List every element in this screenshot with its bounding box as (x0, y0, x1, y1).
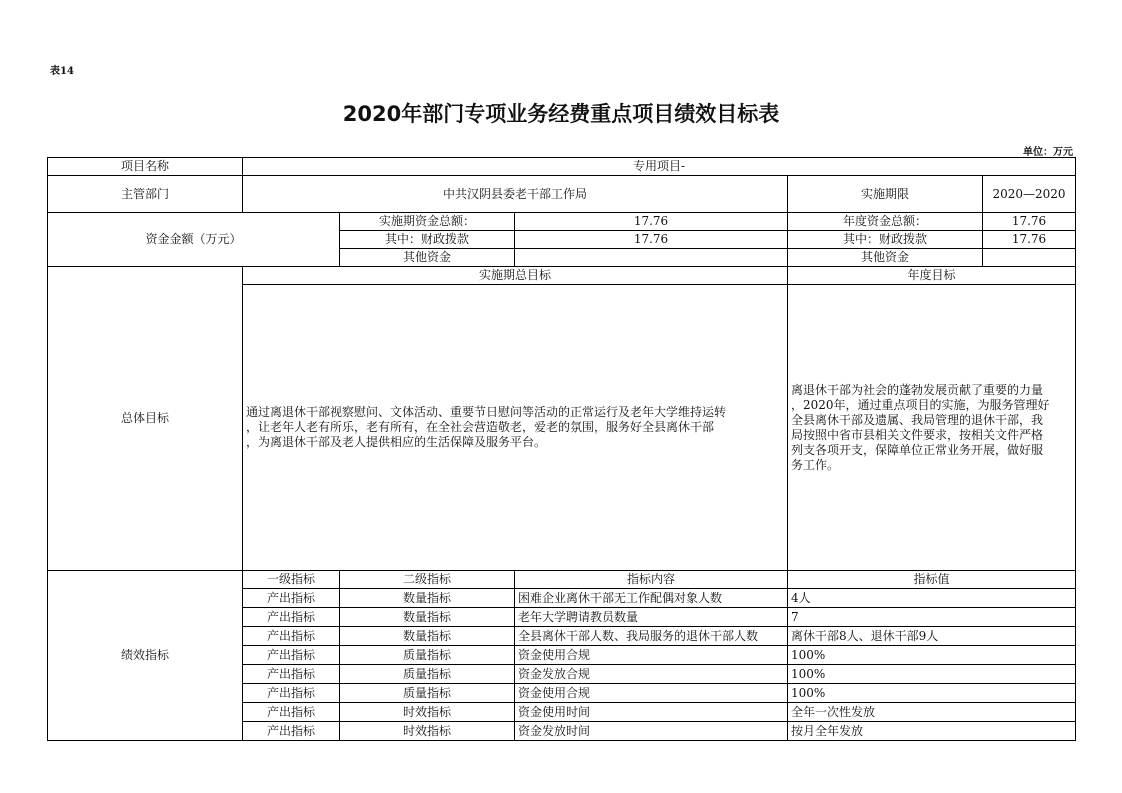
indicator-content: 资金使用合规 (515, 684, 788, 703)
period-other-value (515, 249, 788, 267)
indicator-value: 4人 (788, 589, 1076, 608)
unit-label: 单位：万元 (1023, 147, 1073, 158)
project-name-label: 项目名称 (48, 158, 243, 176)
period-goal-header: 实施期总目标 (243, 267, 788, 285)
indicator-level1: 产出指标 (243, 608, 340, 627)
indicator-level2: 时效指标 (340, 703, 515, 722)
period-fiscal-value: 17.76 (515, 231, 788, 249)
indicator-content: 困难企业离休干部无工作配偶对象人数 (515, 589, 788, 608)
annual-total-label: 年度资金总额： (788, 213, 983, 231)
header-content: 指标内容 (515, 571, 788, 589)
project-name-value: 专用项目- (243, 158, 1076, 176)
annual-goal-header: 年度目标 (788, 267, 1076, 285)
performance-indicator-label: 绩效指标 (48, 571, 243, 741)
indicator-content: 老年大学聘请教员数量 (515, 608, 788, 627)
indicator-content: 全县离休干部人数、我局服务的退休干部人数 (515, 627, 788, 646)
header-level2: 二级指标 (340, 571, 515, 589)
indicator-level2: 时效指标 (340, 722, 515, 741)
indicator-value: 全年一次性发放 (788, 703, 1076, 722)
table-number: 表14 (50, 66, 74, 77)
indicator-value: 按月全年发放 (788, 722, 1076, 741)
department-value: 中共汉阴县委老干部工作局 (243, 176, 788, 213)
funds-label: 资金金额（万元） (48, 213, 340, 267)
indicator-level2: 数量指标 (340, 627, 515, 646)
indicator-level2: 质量指标 (340, 646, 515, 665)
period-other-label: 其他资金 (340, 249, 515, 267)
goals-header-row (48, 267, 1076, 285)
indicator-value: 100% (788, 646, 1076, 665)
performance-target-table (47, 157, 1076, 741)
overall-goal-label: 总体目标 (48, 267, 243, 571)
annual-fiscal-label: 其中：财政拨款 (788, 231, 983, 249)
period-label: 实施期限 (788, 176, 983, 213)
project-name-row (48, 158, 1076, 176)
indicator-value: 7 (788, 608, 1076, 627)
annual-other-label: 其他资金 (788, 249, 983, 267)
annual-other-value (983, 249, 1076, 267)
department-row (48, 176, 1076, 213)
indicator-value: 100% (788, 684, 1076, 703)
indicator-value: 离休干部8人、退休干部9人 (788, 627, 1076, 646)
funds-row-total (48, 213, 1076, 231)
indicator-value: 100% (788, 665, 1076, 684)
indicator-content: 资金发放合规 (515, 665, 788, 684)
annual-total-value: 17.76 (983, 213, 1076, 231)
indicator-level2: 质量指标 (340, 665, 515, 684)
indicator-content: 资金使用时间 (515, 703, 788, 722)
period-total-label: 实施期资金总额： (340, 213, 515, 231)
indicator-level1: 产出指标 (243, 646, 340, 665)
period-fiscal-label: 其中：财政拨款 (340, 231, 515, 249)
period-value: 2020—2020 (983, 176, 1076, 213)
header-value: 指标值 (788, 571, 1076, 589)
annual-fiscal-value: 17.76 (983, 231, 1076, 249)
indicator-content: 资金使用合规 (515, 646, 788, 665)
indicator-level2: 数量指标 (340, 589, 515, 608)
indicator-level1: 产出指标 (243, 703, 340, 722)
indicator-content: 资金发放时间 (515, 722, 788, 741)
indicator-level1: 产出指标 (243, 665, 340, 684)
annual-goal-text: 离退休干部为社会的蓬勃发展贡献了重要的力量 ，2020年，通过重点项目的实施，为服务管理好 全县离休干部及遗属、我局管理的退休干部，我 局按照中省市县相关文件要求，按相关文件严格 列支各项开支，保障单位正常业务开展，做好服 务工作。 (788, 285, 1076, 571)
header-level1: 一级指标 (243, 571, 340, 589)
indicator-level1: 产出指标 (243, 627, 340, 646)
page-title: 2020年部门专项业务经费重点项目绩效目标表 (342, 102, 780, 126)
period-total-value: 17.76 (515, 213, 788, 231)
period-goal-text: 通过离退休干部视察慰问、文体活动、重要节日慰问等活动的正常运行及老年大学维持运转 ，让老年人老有所乐，老有所有，在全社会营造敬老，爱老的氛围，服务好全县离休干部 ，为离退休干部及老人提供相应的生活保障及服务平台。 (243, 285, 788, 571)
indicator-header-row (48, 571, 1076, 589)
indicator-level1: 产出指标 (243, 589, 340, 608)
indicator-level1: 产出指标 (243, 722, 340, 741)
indicator-level2: 数量指标 (340, 608, 515, 627)
indicator-level1: 产出指标 (243, 684, 340, 703)
department-label: 主管部门 (48, 176, 243, 213)
indicator-level2: 质量指标 (340, 684, 515, 703)
